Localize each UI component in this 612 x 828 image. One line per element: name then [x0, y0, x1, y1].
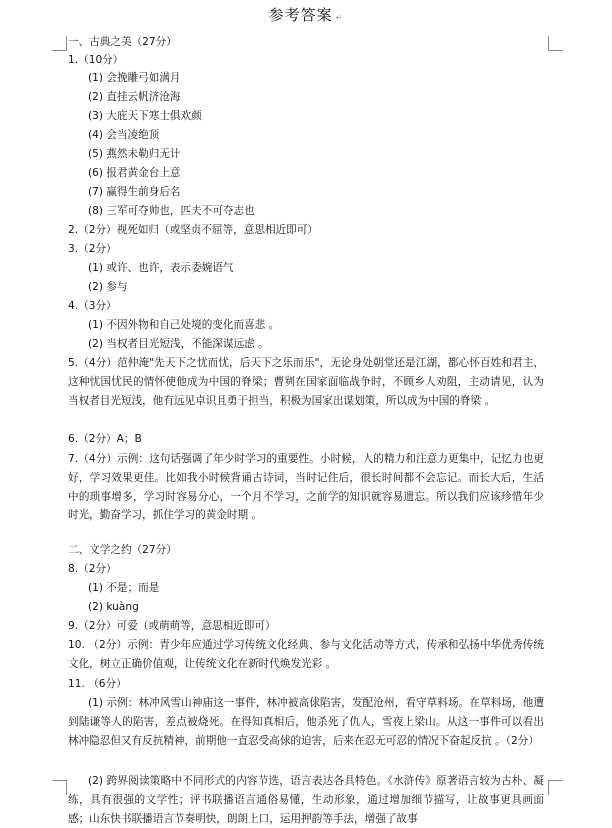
q7-answer: 7.（4分）示例：这句话强调了年少时学习的重要性。小时候，人的精力和注意力更集中，记忆力也更好，学习效果更佳。比如我小时候背诵古诗词，当时记住后，很长时间都不会忘记。而长大后，生活中的琐事增多，学习时容易分心，一个月不学习，之前学的知识就容易遗忘。所以我们应该珍惜年少时光，勤奋学习，抓住学习的黄金时期 。: [68, 453, 544, 522]
q3-item: (1) 或许、也许，表示委婉语气: [88, 262, 234, 274]
crop-mark-top-right: [548, 36, 563, 51]
q1-item: (2) 直挂云帆济沧海: [88, 91, 181, 103]
q1-item: (4) 会当凌绝顶: [88, 129, 160, 141]
q1-label: 1.（10分）: [68, 54, 124, 66]
crop-mark-top-left: [52, 36, 67, 51]
q3-item: (2) 参与: [88, 281, 128, 293]
q4-label: 4.（3分）: [68, 300, 117, 312]
q5-answer: 5.（4分）范仲淹"先天下之忧而忧，后天下之乐而乐"，无论身处朝堂还是江湖，都心怀百姓和君主，这种忧国忧民的情怀使他成为中国的脊梁；曹刿在国家面临战争时，不顾乡人劝阻，主动请见，认为当权者目光短浅，他有远见卓识且勇于担当，积极为国家出谋划策，所以成为中国的脊梁 。: [68, 357, 544, 407]
q11-part2: (2) 跨界阅读策略中不同形式的内容节选，语言表达各具特色。《水浒传》原著语言较为古朴、凝练，具有很强的文学性；评书联播语言通俗易懂，生动形象，通过增加细节描写，让故事更具画面感；山东快书联播语言节奏明快，朗朗上口，运用押韵等手法，增强了故事: [68, 775, 544, 825]
q9-answer: 9.（2分）可爱（或萌萌等，意思相近即可）: [68, 620, 276, 632]
q8-item: (2) kuàng: [88, 601, 139, 613]
crop-mark-bottom-right: [548, 780, 563, 795]
q4-item: (1) 不因外物和自己处境的变化而喜悲 。: [88, 319, 280, 331]
q3-label: 3.（2分）: [68, 243, 117, 255]
q11-part1: (1) 示例：林冲风雪山神庙这一事件，林冲被高俅陷害，发配沧州，看守草料场。在草料场，他遭到陆谦等人的陷害，差点被烧死。在得知真相后，他杀死了仇人，雪夜上梁山。从这一事件可以看出林冲隐忍但又有反抗精神，前期他一直忍受高俅的迫害，后来在忍无可忍的情况下奋起反抗 。（2分）: [68, 697, 544, 747]
q8-label: 8.（2分）: [68, 563, 117, 575]
q1-item: (7) 赢得生前身后名: [88, 186, 181, 198]
q1-item: (5) 燕然未勒归无计: [88, 148, 181, 160]
q1-item: (1) 会挽雕弓如满月: [88, 72, 181, 84]
page-title: 参考答案 ↵: [268, 6, 344, 24]
crop-mark-bottom-left: [52, 780, 67, 795]
q2-answer: 2.（2分）视死如归（或坚贞不屈等，意思相近即可）: [68, 224, 318, 236]
q1-item: (3) 大庇天下寒士俱欢颜: [88, 110, 202, 122]
q6-answer: 6.（2分）A；B: [68, 433, 142, 445]
q8-item: (1) 不是；而是: [88, 582, 160, 594]
q1-item: (6) 报君黄金台上意: [88, 167, 181, 179]
q4-item: (2) 当权者目光短浅，不能深谋远虑 。: [88, 338, 269, 350]
section-2-heading: 二、文学之约（27分）: [68, 544, 177, 556]
q10-answer: 10. （2分）示例：青少年应通过学习传统文化经典、参与文化活动等方式，传承和弘扬中华优秀传统文化，树立正确价值观，让传统文化在新时代焕发光彩 。: [68, 639, 544, 670]
q11-label: 11. （6分）: [68, 678, 127, 690]
q1-item: (8) 三军可夺帅也，匹夫不可夺志也: [88, 205, 255, 217]
section-1-heading: 一、古典之美（27分）: [68, 36, 177, 48]
